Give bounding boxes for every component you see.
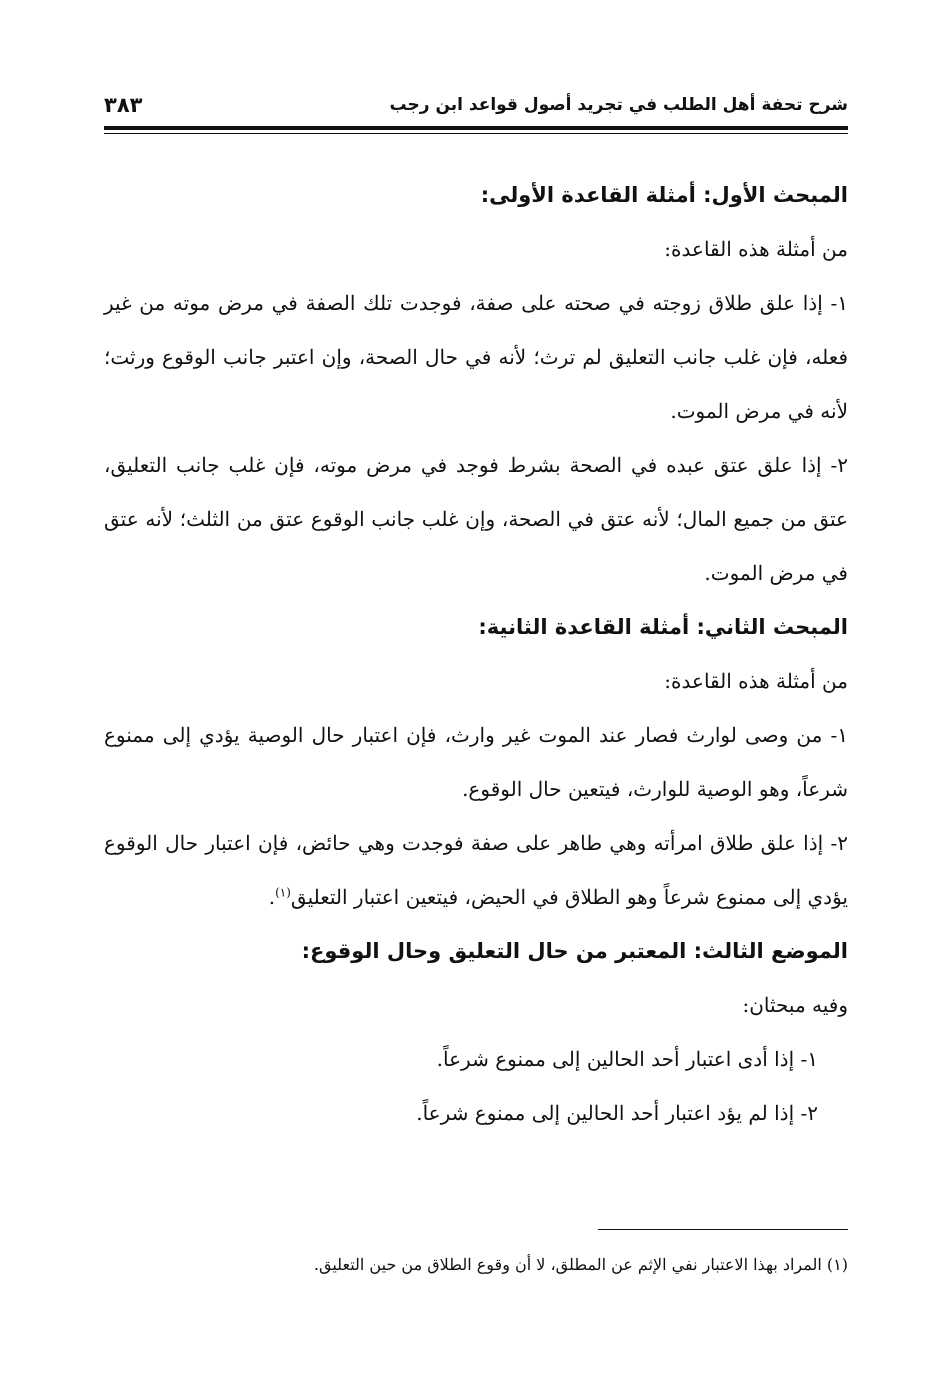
example-2-2 <box>104 816 848 924</box>
section-heading-2: المبحث الثاني: أمثلة القاعدة الثانية: <box>478 615 848 639</box>
section-intro-2: من أمثلة هذه القاعدة: <box>664 669 848 693</box>
page-body <box>104 168 848 1140</box>
example-1-2: ٢- إذا علق عتق عبده في الصحة بشرط فوجد في مرض موته، فإن غلب جانب التعليق، عتق من جميع المال؛ لأنه عتق في الصحة، وإن غلب جانب الوقوع عتق من الثلث؛ لأنه عتق في مرض الموت. <box>104 453 849 585</box>
section-intro-1: من أمثلة هذه القاعدة: <box>664 237 848 261</box>
footnote-text: (١) المراد بهذا الاعتبار نفي الإثم عن المطلق، لا أن وقوع الطلاق من حين التعليق. <box>313 1255 848 1274</box>
section-heading-3: الموضع الثالث: المعتبر من حال التعليق وحال الوقوع: <box>301 939 848 963</box>
subtopic-1: ١- إذا أدى اعتبار أحد الحالين إلى ممنوع شرعاً. <box>436 1047 818 1071</box>
footnote-separator <box>598 1229 848 1230</box>
example-1-1: ١- إذا علق طلاق زوجته في صحته على صفة، فوجدت تلك الصفة في مرض موته من غير فعله، فإن غلب جانب التعليق لم ترث؛ لأنه في حال الصحة، وإن اعتبر جانب الوقوع ورثت؛ لأنه في مرض الموت. <box>104 291 848 423</box>
example-2-1: ١- من وصى لوارث فصار عند الموت غير وارث، فإن اعتبار حال الوصية يؤدي إلى ممنوع شرعاً، وهو الوصية للوارث، فيتعين حال الوقوع. <box>104 723 848 801</box>
example-2-2-period: . <box>268 885 276 909</box>
header-title: شرح تحفة أهل الطلب في تجريد أصول قواعد ابن رجب <box>389 95 848 115</box>
header-rule-thin <box>104 133 848 134</box>
example-2-2-text: ٢- إذا علق طلاق امرأته وهي طاهر على صفة فوجدت وهي حائض، فإن اعتبار حال الوقوع يؤدي إلى ممنوع شرعاً وهو الطلاق في الحيض، فيتعين اعتبار التعليق <box>104 831 848 909</box>
subtopic-2: ٢- إذا لم يؤد اعتبار أحد الحالين إلى ممنوع شرعاً. <box>416 1101 818 1125</box>
running-header <box>104 88 848 122</box>
footnote-marker[interactable]: (١) <box>275 885 291 900</box>
section-heading-1: المبحث الأول: أمثلة القاعدة الأولى: <box>480 183 848 207</box>
header-rule-thick <box>104 126 848 130</box>
page-number: ٣٨٣ <box>104 93 143 117</box>
section-intro-3: وفيه مبحثان: <box>742 993 848 1017</box>
